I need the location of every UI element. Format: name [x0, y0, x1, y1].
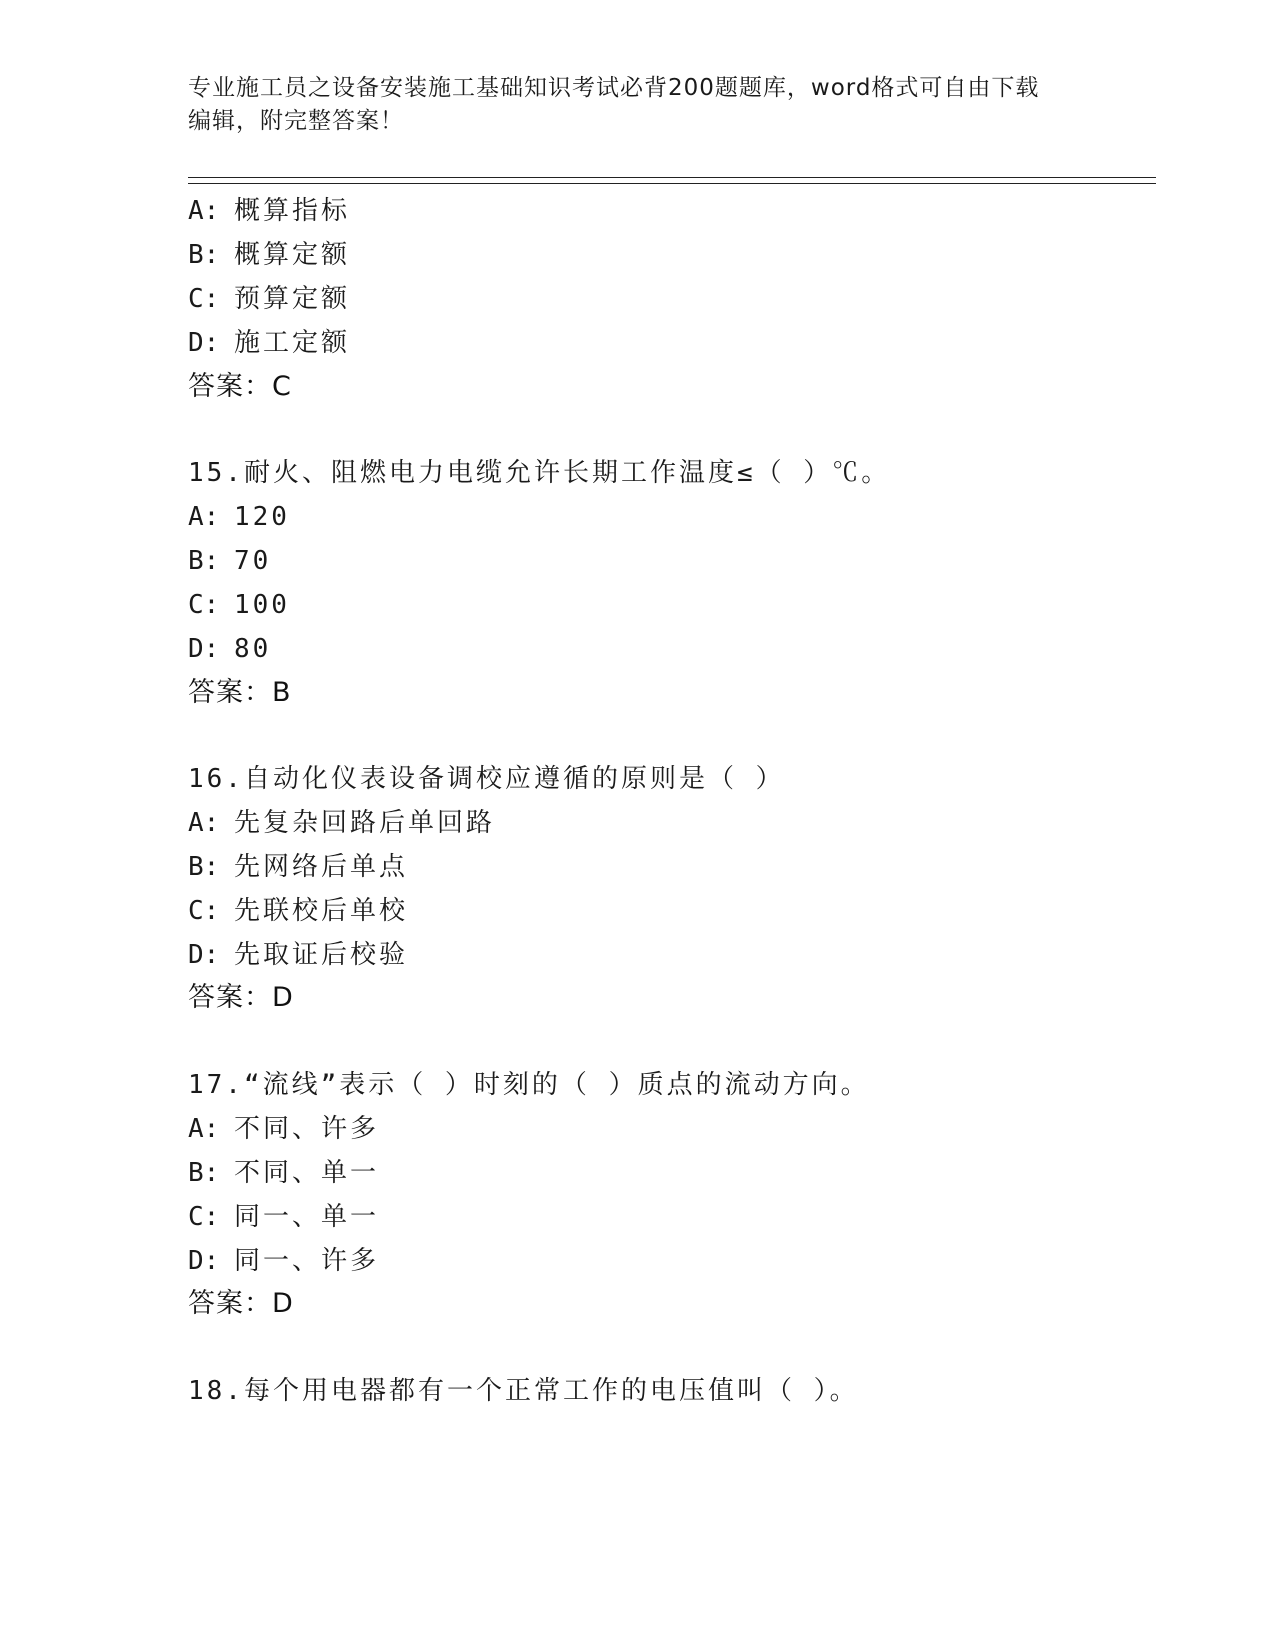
- q15-answer: 答案：B: [188, 677, 292, 708]
- q16-answer: 答案：D: [188, 982, 294, 1013]
- q17-answer: 答案：D: [188, 1288, 294, 1319]
- header-divider-bottom: [188, 183, 1156, 184]
- q15-option-c: C: 100: [188, 590, 290, 620]
- q16-stem: 16.自动化仪表设备调校应遵循的原则是（ ）: [188, 764, 785, 794]
- q16-option-d: D: 先取证后校验: [188, 940, 409, 970]
- q16-option-c: C: 先联校后单校: [188, 896, 409, 926]
- q14-answer: 答案：C: [188, 371, 292, 402]
- header-title-line-2: 编辑，附完整答案！: [188, 108, 404, 134]
- q16-option-b: B: 先网络后单点: [188, 852, 409, 882]
- q17-option-a: A: 不同、许多: [188, 1114, 380, 1144]
- q14-option-c: C: 预算定额: [188, 284, 351, 314]
- q15-option-b: B: 70: [188, 546, 272, 576]
- q16-option-a: A: 先复杂回路后单回路: [188, 808, 496, 838]
- q15-option-d: D: 80: [188, 634, 272, 664]
- q15-stem: 15.耐火、阻燃电力电缆允许长期工作温度≤（ ）℃。: [188, 458, 891, 488]
- q14-option-d: D: 施工定额: [188, 328, 351, 358]
- q14-option-b: B: 概算定额: [188, 240, 351, 270]
- q14-option-a: A: 概算指标: [188, 196, 351, 226]
- q17-option-b: B: 不同、单一: [188, 1158, 380, 1188]
- q18-stem: 18.每个用电器都有一个正常工作的电压值叫（ ）。: [188, 1376, 859, 1406]
- header-divider-top: [188, 177, 1156, 178]
- document-header: [188, 72, 1068, 138]
- q17-option-d: D: 同一、许多: [188, 1246, 380, 1276]
- q17-option-c: C: 同一、单一: [188, 1202, 380, 1232]
- header-title-line-1: 专业施工员之设备安装施工基础知识考试必背200题题库，word格式可自由下载: [188, 75, 1040, 101]
- q17-stem: 17.“流线”表示（ ）时刻的（ ）质点的流动方向。: [188, 1070, 870, 1100]
- q15-option-a: A: 120: [188, 502, 290, 532]
